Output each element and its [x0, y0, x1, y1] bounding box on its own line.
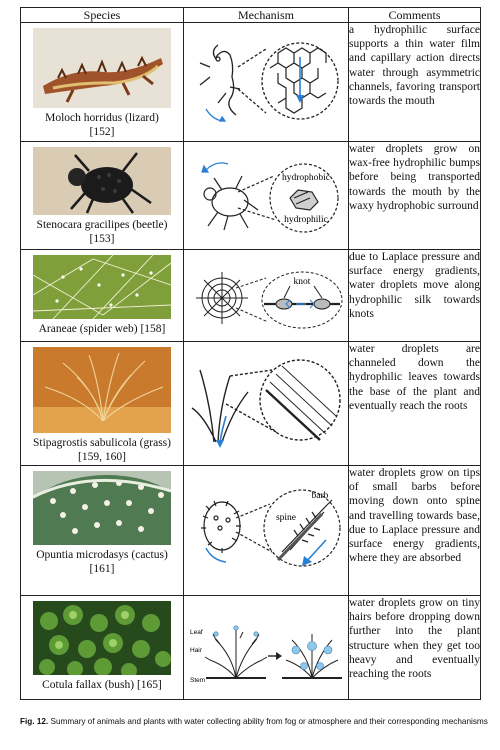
label-hydrophilic: hydrophilic: [284, 215, 328, 225]
mechanism-cell: [184, 142, 349, 250]
species-ref: [152]: [89, 126, 115, 138]
header-species: Species: [21, 8, 184, 23]
table-row: [21, 466, 481, 596]
species-name: Opuntia microdasys (cactus): [36, 549, 168, 561]
species-name: Stipagrostis sabulicola (grass): [33, 437, 171, 449]
header-comments: Comments: [349, 8, 481, 23]
label-leaf: Leaf: [190, 629, 203, 636]
mechanism-cell: [184, 466, 349, 596]
species-name: Araneae (spider web) [158]: [38, 323, 166, 335]
species-cell: [21, 466, 184, 596]
spider-web-mechanism-diagram: [186, 254, 346, 340]
label-stem: Stem: [190, 677, 206, 684]
label-hair: Hair: [190, 647, 202, 654]
label-barb: barb: [311, 491, 329, 501]
lizard-mechanism-diagram: [186, 27, 346, 139]
cactus-mechanism-diagram: [186, 470, 346, 590]
species-cell: [21, 142, 184, 250]
table-row: [21, 142, 481, 250]
comment-cell: water droplets grow on tips of small barbs before moving down onto spine and travelling towards base, due to Laplace pressure and surface energy gradients, where they are absorbed: [349, 466, 481, 596]
beetle-mechanism-diagram: [186, 146, 346, 246]
mechanism-cell: [184, 250, 349, 342]
caption-text: Summary of animals and plants with water collecting ability from fog or atmosphere and their corresponding mechanisms: [50, 717, 488, 726]
species-name: Moloch horridus (lizard): [45, 112, 159, 124]
species-name: Cotula fallax (bush) [165]: [42, 679, 162, 691]
header-mechanism: Mechanism: [184, 8, 349, 23]
table-row: [21, 250, 481, 342]
grass-photo: [33, 347, 171, 433]
comment-cell: a hydrophilic surface supports a thin water film and capillary action directs water through asymmetric channels, favoring transport towards the mouth: [349, 23, 481, 142]
species-cell: [21, 342, 184, 466]
species-ref: [153]: [89, 233, 115, 245]
summary-table: [20, 7, 481, 700]
species-cell: [21, 250, 184, 342]
label-spine: spine: [275, 513, 297, 523]
mechanism-cell: [184, 23, 349, 142]
beetle-photo: [33, 147, 171, 215]
label-knot: knot: [293, 277, 311, 287]
caption-label: Fig. 12.: [20, 717, 49, 726]
label-hydrophobic: hydrophobic: [281, 173, 331, 183]
spider-web-photo: [33, 255, 171, 319]
comment-cell: water droplets grow on tiny hairs before dropping down further into the plant structure when they get too heavy and eventually reaching the roots: [349, 596, 481, 700]
table-row: [21, 596, 481, 700]
table-row: [21, 342, 481, 466]
lizard-photo: [33, 28, 171, 108]
species-cell: [21, 23, 184, 142]
mechanism-cell: [184, 342, 349, 466]
comment-cell: water droplets grow on wax-free hydrophilic bumps before being transported towards the mouth by the waxy hydrophobic surround: [349, 142, 481, 250]
comment-cell: water droplets are channeled down the hydrophilic leaves towards the base of the plant and eventually reach the roots: [349, 342, 481, 466]
bush-mechanism-diagram: [186, 600, 346, 696]
species-cell: [21, 596, 184, 700]
grass-mechanism-diagram: [186, 346, 346, 458]
species-name: Stenocara gracilipes (beetle): [36, 219, 168, 231]
header-row: [21, 8, 481, 23]
table-row: [21, 23, 481, 142]
comment-cell: due to Laplace pressure and surface energy gradients, water droplets move along hydrophilic silk towards knots: [349, 250, 481, 342]
bush-photo: [33, 601, 171, 675]
cactus-photo: [33, 471, 171, 545]
mechanism-cell: [184, 596, 349, 700]
species-ref: [159, 160]: [78, 451, 126, 463]
figure-caption: [20, 716, 490, 727]
species-ref: [161]: [89, 563, 115, 575]
